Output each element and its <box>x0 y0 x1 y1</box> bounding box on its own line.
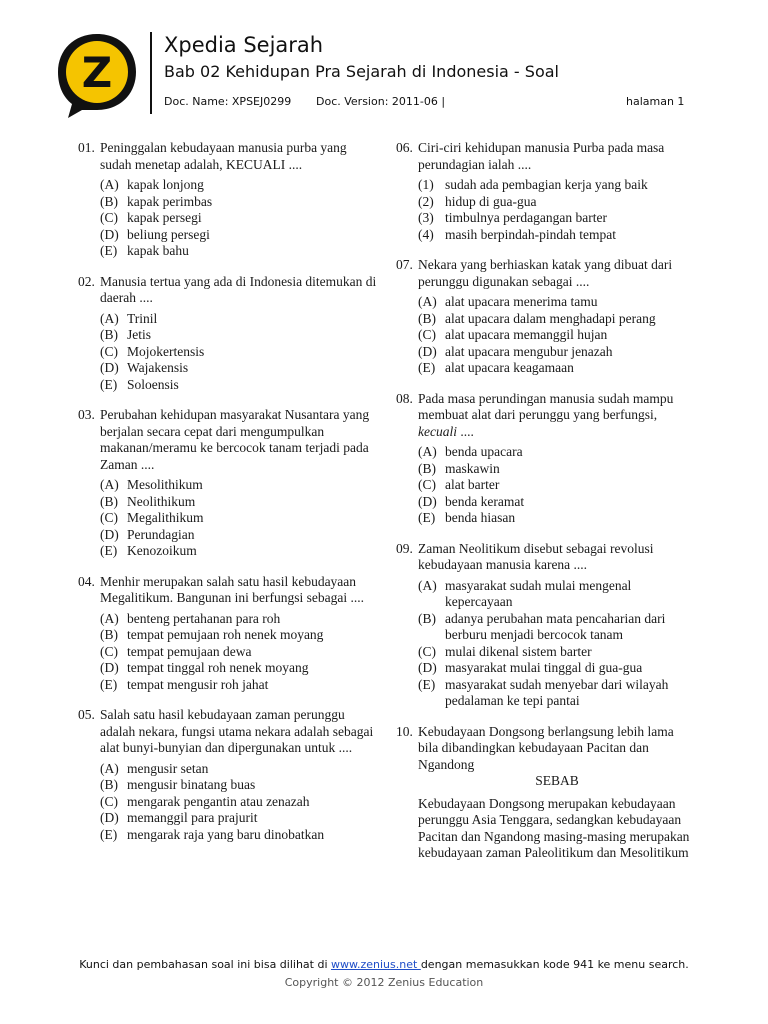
option-label: (D) <box>100 810 119 825</box>
option-label: (C) <box>418 327 436 342</box>
option-label: (A) <box>418 294 437 309</box>
question-stem: Perubahan kehidupan masyarakat Nusantara yang berjalan secara cepat dari mengumpulkan makanan/meramu ke bercocok tanam terjadi pada Zaman .... <box>100 407 370 472</box>
option-item <box>418 177 696 194</box>
option-text: Wajakensis <box>127 360 189 375</box>
option-label: (D) <box>418 660 437 675</box>
question-number: 07. <box>396 257 413 272</box>
left-column <box>78 140 378 857</box>
option-item <box>100 644 378 661</box>
option-label: (B) <box>100 777 118 792</box>
option-label: (D) <box>418 493 437 509</box>
option-item <box>100 477 378 494</box>
option-text: memanggil para prajurit <box>127 810 258 825</box>
question-stem: Manusia tertua yang ada di Indonesia ditemukan di daerah .... <box>100 273 377 305</box>
option-text: kapak perimbas <box>127 193 213 209</box>
option-text: Kenozoikum <box>127 543 197 558</box>
footer-note <box>0 958 768 971</box>
option-text: Mojokertensis <box>127 343 205 359</box>
option-label: (E) <box>100 826 118 842</box>
option-item <box>418 494 696 511</box>
question-stem: Menhir merupakan salah satu hasil kebudayaan Megalitikum. Bangunan ini berfungsi sebagai .... <box>100 573 364 605</box>
question-04 <box>78 574 378 694</box>
option-item <box>418 477 696 494</box>
option-item <box>418 677 696 710</box>
option-item <box>418 360 696 377</box>
option-label: (E) <box>100 676 118 692</box>
option-text: kapak lonjong <box>127 177 204 192</box>
option-item <box>418 510 696 527</box>
option-text: masyarakat sudah menyebar dari wilayah pedalaman ke tepi pantai <box>445 676 669 708</box>
option-label: (E) <box>418 360 436 375</box>
option-item <box>418 461 696 478</box>
question-06 <box>396 140 696 243</box>
option-item <box>100 510 378 527</box>
option-item <box>100 777 378 794</box>
option-label: (B) <box>100 493 118 509</box>
option-label: (A) <box>100 310 119 326</box>
option-label: (C) <box>100 210 118 225</box>
question-08 <box>396 391 696 527</box>
option-item <box>418 327 696 344</box>
option-item <box>418 227 696 244</box>
option-text: alat upacara dalam menghadapi perang <box>445 310 656 326</box>
option-text: alat upacara menerima tamu <box>445 294 598 309</box>
question-09 <box>396 541 696 710</box>
doc-name: Doc. Name: XPSEJ0299 <box>164 95 292 108</box>
right-column <box>396 140 696 876</box>
page-title: Xpedia Sejarah <box>164 33 324 57</box>
option-item <box>100 527 378 544</box>
question-02 <box>78 274 378 394</box>
option-label: (A) <box>418 444 437 459</box>
question-number: 10. <box>396 723 413 739</box>
option-item <box>100 677 378 694</box>
option-item <box>100 377 378 394</box>
option-text: benteng pertahanan para roh <box>127 610 281 626</box>
option-item <box>418 444 696 461</box>
option-label: (C) <box>418 643 436 659</box>
option-label: (A) <box>418 577 437 593</box>
option-item <box>100 761 378 778</box>
option-text: mulai dikenal sistem barter <box>445 643 592 659</box>
option-label: (E) <box>100 243 118 258</box>
option-list <box>396 177 696 243</box>
question-number: 08. <box>396 390 413 406</box>
option-label: (B) <box>100 627 118 642</box>
option-label: (1) <box>418 177 434 192</box>
footer-text-after: dengan memasukkan kode 941 ke menu search. <box>420 958 689 971</box>
option-item <box>100 194 378 211</box>
question-03 <box>78 407 378 560</box>
option-text: benda keramat <box>445 493 525 509</box>
option-item <box>100 494 378 511</box>
option-label: (D) <box>100 660 119 675</box>
option-item <box>418 194 696 211</box>
option-text: tempat tinggal roh nenek moyang <box>127 660 309 675</box>
option-item <box>100 810 378 827</box>
option-item <box>100 543 378 560</box>
option-text: maskawin <box>445 460 500 476</box>
question-01 <box>78 140 378 260</box>
option-text: Trinil <box>127 310 158 326</box>
option-item <box>418 311 696 328</box>
option-text: tempat pemujaan dewa <box>127 643 252 659</box>
option-label: (C) <box>100 343 118 359</box>
option-list <box>396 578 696 710</box>
option-text: mengusir binatang buas <box>127 777 256 792</box>
option-label: (B) <box>418 610 436 626</box>
option-item <box>100 344 378 361</box>
option-item <box>100 794 378 811</box>
option-text: benda hiasan <box>445 510 516 525</box>
option-label: (3) <box>418 210 434 225</box>
zenius-logo <box>54 30 140 120</box>
option-item <box>100 660 378 677</box>
option-item <box>100 227 378 244</box>
option-item <box>100 243 378 260</box>
doc-meta <box>164 95 714 111</box>
option-list <box>78 761 378 844</box>
option-label: (B) <box>100 327 118 342</box>
option-list <box>78 311 378 394</box>
page-subtitle: Bab 02 Kehidupan Pra Sejarah di Indonesia - Soal <box>164 62 559 81</box>
option-label: (C) <box>100 793 118 809</box>
option-text: sudah ada pembagian kerja yang baik <box>445 177 648 192</box>
stem-ellipsis: .... <box>456 423 474 439</box>
option-item <box>418 344 696 361</box>
option-text: alat upacara memanggil hujan <box>445 327 608 342</box>
option-list <box>78 611 378 694</box>
option-item <box>100 177 378 194</box>
question-number: 04. <box>78 573 95 589</box>
option-text: alat upacara mengubur jenazah <box>445 343 613 359</box>
option-label: (C) <box>100 643 118 659</box>
option-item <box>418 644 696 661</box>
option-label: (4) <box>418 226 434 242</box>
question-number: 02. <box>78 273 95 289</box>
option-item <box>100 360 378 377</box>
option-text: mengarak pengantin atau zenazah <box>127 793 310 809</box>
option-item <box>100 311 378 328</box>
option-text: Neolithikum <box>127 493 196 509</box>
option-text: benda upacara <box>445 444 523 459</box>
question-number: 06. <box>396 140 413 155</box>
page-number: halaman 1 <box>626 95 685 108</box>
option-list <box>396 294 696 377</box>
logo-letter: Z <box>81 48 113 97</box>
reason-text: Kebudayaan Dongsong merupakan kebudayaan perunggu Asia Tenggara, sedangkan kebudayaan Pacitan dan Ngandong masing-masing merupakan kebudayaan zaman Paleolitikum dan Mesolitikum <box>418 795 690 860</box>
option-text: masyarakat mulai tinggal di gua-gua <box>445 660 643 675</box>
option-text: beliung persegi <box>127 226 210 242</box>
option-item <box>418 611 696 644</box>
option-label: (A) <box>100 477 119 492</box>
option-item <box>418 210 696 227</box>
option-item <box>418 660 696 677</box>
option-item <box>100 827 378 844</box>
option-text: adanya perubahan mata pencaharian dari berburu menjadi bercocok tanam <box>445 610 666 642</box>
question-number: 09. <box>396 540 413 556</box>
question-stem <box>396 391 696 441</box>
option-text: alat upacara keagamaan <box>445 360 574 375</box>
option-text: Megalithikum <box>127 510 204 525</box>
option-text: Mesolithikum <box>127 477 203 492</box>
option-text: masyarakat sudah mulai mengenal kepercayaan <box>445 577 632 609</box>
option-text: kapak bahu <box>127 243 189 258</box>
option-label: (B) <box>418 460 436 476</box>
question-stem: Nekara yang berhiaskan katak yang dibuat dari perunggu digunakan sebagai .... <box>418 257 673 289</box>
header-divider <box>150 32 152 114</box>
option-label: (B) <box>418 310 436 326</box>
question-number: 05. <box>78 707 95 722</box>
option-list <box>78 177 378 260</box>
option-label: (D) <box>100 226 119 242</box>
question-stem: Peninggalan kebudayaan manusia purba yang sudah menetap adalah, KECUALI .... <box>100 140 347 172</box>
sebab-label: SEBAB <box>535 773 579 788</box>
option-label: (A) <box>100 177 119 192</box>
option-label: (D) <box>100 360 119 375</box>
option-text: alat barter <box>445 477 500 492</box>
option-text: Jetis <box>127 327 152 342</box>
doc-version: Doc. Version: 2011-06 | <box>316 95 446 108</box>
option-text: mengarak raja yang baru dinobatkan <box>127 826 325 842</box>
option-label: (A) <box>100 760 119 776</box>
option-text: timbulnya perdagangan barter <box>445 210 607 225</box>
option-label: (A) <box>100 610 119 626</box>
question-10 <box>396 724 696 862</box>
option-item <box>100 611 378 628</box>
option-label: (C) <box>100 510 118 525</box>
option-item <box>100 327 378 344</box>
question-number: 03. <box>78 407 95 422</box>
footer-text: Kunci dan pembahasan soal ini bisa dilihat di <box>79 958 332 971</box>
option-label: (2) <box>418 193 434 209</box>
question-number: 01. <box>78 140 95 155</box>
question-stem: Zaman Neolitikum disebut sebagai revolusi kebudayaan manusia karena .... <box>418 540 654 572</box>
option-label: (D) <box>100 526 119 542</box>
option-text: tempat mengusir roh jahat <box>127 676 269 692</box>
option-text: mengusir setan <box>127 760 209 776</box>
question-07 <box>396 257 696 377</box>
option-text: hidup di gua-gua <box>445 193 537 209</box>
question-stem: Salah satu hasil kebudayaan zaman perunggu adalah nekara, fungsi utama nekara adalah sebagai alat bunyi-bunyian dan dipergunakan untuk .... <box>100 707 374 755</box>
stem-text: Pada masa perundingan manusia sudah mampu membuat alat dari perunggu yang berfungsi, <box>418 390 674 422</box>
option-label: (E) <box>418 676 436 692</box>
question-05 <box>78 707 378 843</box>
option-label: (E) <box>100 376 118 392</box>
question-stem: Kebudayaan Dongsong berlangsung lebih lama bila dibandingkan kebudayaan Pacitan dan Ngandong <box>418 723 674 772</box>
question-stem: Ciri-ciri kehidupan manusia Purba pada masa perundagian ialah .... <box>418 140 665 172</box>
option-label: (C) <box>418 477 436 492</box>
option-item <box>418 294 696 311</box>
option-list <box>78 477 378 560</box>
option-item <box>100 210 378 227</box>
zenius-link[interactable]: www.zenius.net <box>331 958 421 971</box>
option-text: kapak persegi <box>127 210 202 225</box>
copyright: Copyright © 2012 Zenius Education <box>284 976 484 989</box>
option-label: (E) <box>100 543 118 558</box>
option-list <box>396 444 696 527</box>
option-text: tempat pemujaan roh nenek moyang <box>127 627 324 642</box>
option-text: Soloensis <box>127 376 179 392</box>
stem-emphasis: kecuali <box>418 423 457 439</box>
option-text: Perundagian <box>127 526 195 542</box>
option-label: (E) <box>418 510 436 525</box>
option-text: masih berpindah-pindah tempat <box>445 226 616 242</box>
option-label: (B) <box>100 193 118 209</box>
option-item <box>100 627 378 644</box>
option-item <box>418 578 696 611</box>
option-label: (D) <box>418 343 437 359</box>
